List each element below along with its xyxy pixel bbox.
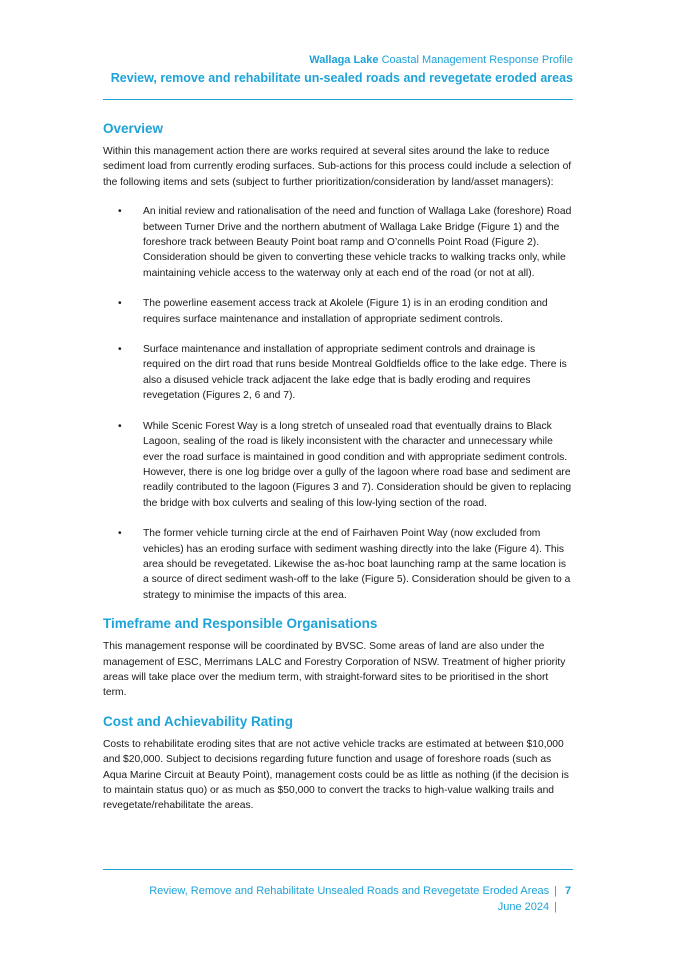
bullet-icon: •: [118, 298, 122, 310]
list-item: [103, 526, 573, 603]
list-item: [103, 342, 573, 404]
bullet-icon: •: [118, 344, 122, 356]
page-footer: [103, 883, 573, 915]
overview-intro: Within this management action there are works required at several sites around the lake to reduce sediment load from currently eroding surfaces. Sub-actions for this process could include a selection of the following items and sets (subject to further prioritization/consideration by land/asset managers):: [103, 146, 572, 188]
list-item: [103, 419, 573, 511]
timeframe-body: This management response will be coordinated by BVSC. Some areas of land are also under the management of ESC, Merrimans LALC and Forestry Corporation of NSW. Treatment of higher priority areas will take place over the medium term, with straight-forward sites to be prioritised in the short term.: [103, 641, 566, 699]
list-item-text: An initial review and rationalisation of the need and function of Wallaga Lake (foreshore) Road between Turner Drive and the northern abutment of Wallaga Lake Bridge (Figure 1) and the foreshore track between Beauty Point boat ramp and O’connells Point Road (Figure 2). Consideration should be given to converting these vehicle tracks to walking tracks only, while maintaining vehicle access to the waterway only at each end of the road (or not at all).: [143, 206, 572, 279]
overview-heading: Overview: [103, 121, 164, 136]
bullet-icon: •: [118, 420, 122, 432]
cost-heading: Cost and Achievability Rating: [103, 713, 294, 729]
header-profile: Coastal Management Response Profile: [381, 54, 573, 66]
page-content: [103, 120, 573, 814]
header-title: Review, remove and rehabilitate un-sealed roads and revegetate eroded areas: [110, 71, 573, 85]
list-item-text: The former vehicle turning circle at the end of Fairhaven Point Way (now excluded from vehicles) has an eroding surface with sediment washing directly into the lake (Figure 4). This area should be revegetated. Likewise the as-hoc boat launching ramp at the same location is a source of direct sediment wash-off to the lake (Figure 5). Consideration should be given to a strategy to minimise the impacts of this area.: [143, 528, 571, 601]
timeframe-section: [103, 615, 573, 701]
header-profile-line: [103, 53, 573, 68]
cost-body: Costs to rehabilitate eroding sites that are not active vehicle tracks are estimated at between $10,000 and $20,000. Subject to decisions regarding future function and usage of foreshore roads (such as Aqua Marine Circuit at Beauty Point), management costs could be as little as nothing (if the decision is to maintain status quo) or as much as $50,000 to convert the tracks to high-value walking trails and revegetate/rehabilitate the areas.: [103, 738, 569, 812]
list-item-text: The powerline easement access track at Akolele (Figure 1) is in an eroding condition and requires surface maintenance and installation of appropriate sediment controls.: [143, 298, 548, 325]
footer-title-row: [103, 883, 573, 899]
footer-date-row: [103, 899, 573, 915]
bullet-icon: •: [118, 206, 122, 218]
cost-section: [103, 713, 573, 814]
overview-bullet-list: [103, 204, 573, 603]
footer-date: June 2024: [497, 901, 550, 913]
footer-doc-title: Review, Remove and Rehabilitate Unsealed Roads and Revegetate Eroded Areas: [149, 885, 550, 897]
header-divider: [103, 99, 573, 100]
bullet-icon: •: [118, 528, 122, 540]
footer-divider: [103, 869, 573, 870]
timeframe-heading: Timeframe and Responsible Organisations: [103, 616, 378, 632]
page-number: 7: [565, 885, 572, 897]
header-location: Wallaga Lake: [309, 54, 379, 66]
list-item: [103, 204, 573, 281]
list-item-text: Surface maintenance and installation of appropriate sediment controls and drainage is required on the dirt road that runs beside Montreal Goldfields office to the lake edge. There is also a disused vehicle track adjacent the lake edge that is badly eroding and requires revegetation (Figures 2, 6 and 7).: [143, 344, 567, 402]
list-item-text: While Scenic Forest Way is a long stretch of unsealed road that eventually drains to Black Lagoon, sealing of the road is likely inconsistent with the character and unnecessary while ever the road surface is maintained in good condition and with appropriate sediment controls. However, there is one log bridge over a gully of the lagoon where road base and sediment are readily contributed to the lagoon (Figures 3 and 7). Consideration should be given to replacing the bridge with box culverts and sealing of this low-lying section of the road.: [143, 420, 572, 509]
page-header: [103, 53, 573, 87]
footer-separator: |: [554, 885, 557, 897]
footer-separator: |: [554, 901, 557, 913]
list-item: [103, 296, 573, 327]
